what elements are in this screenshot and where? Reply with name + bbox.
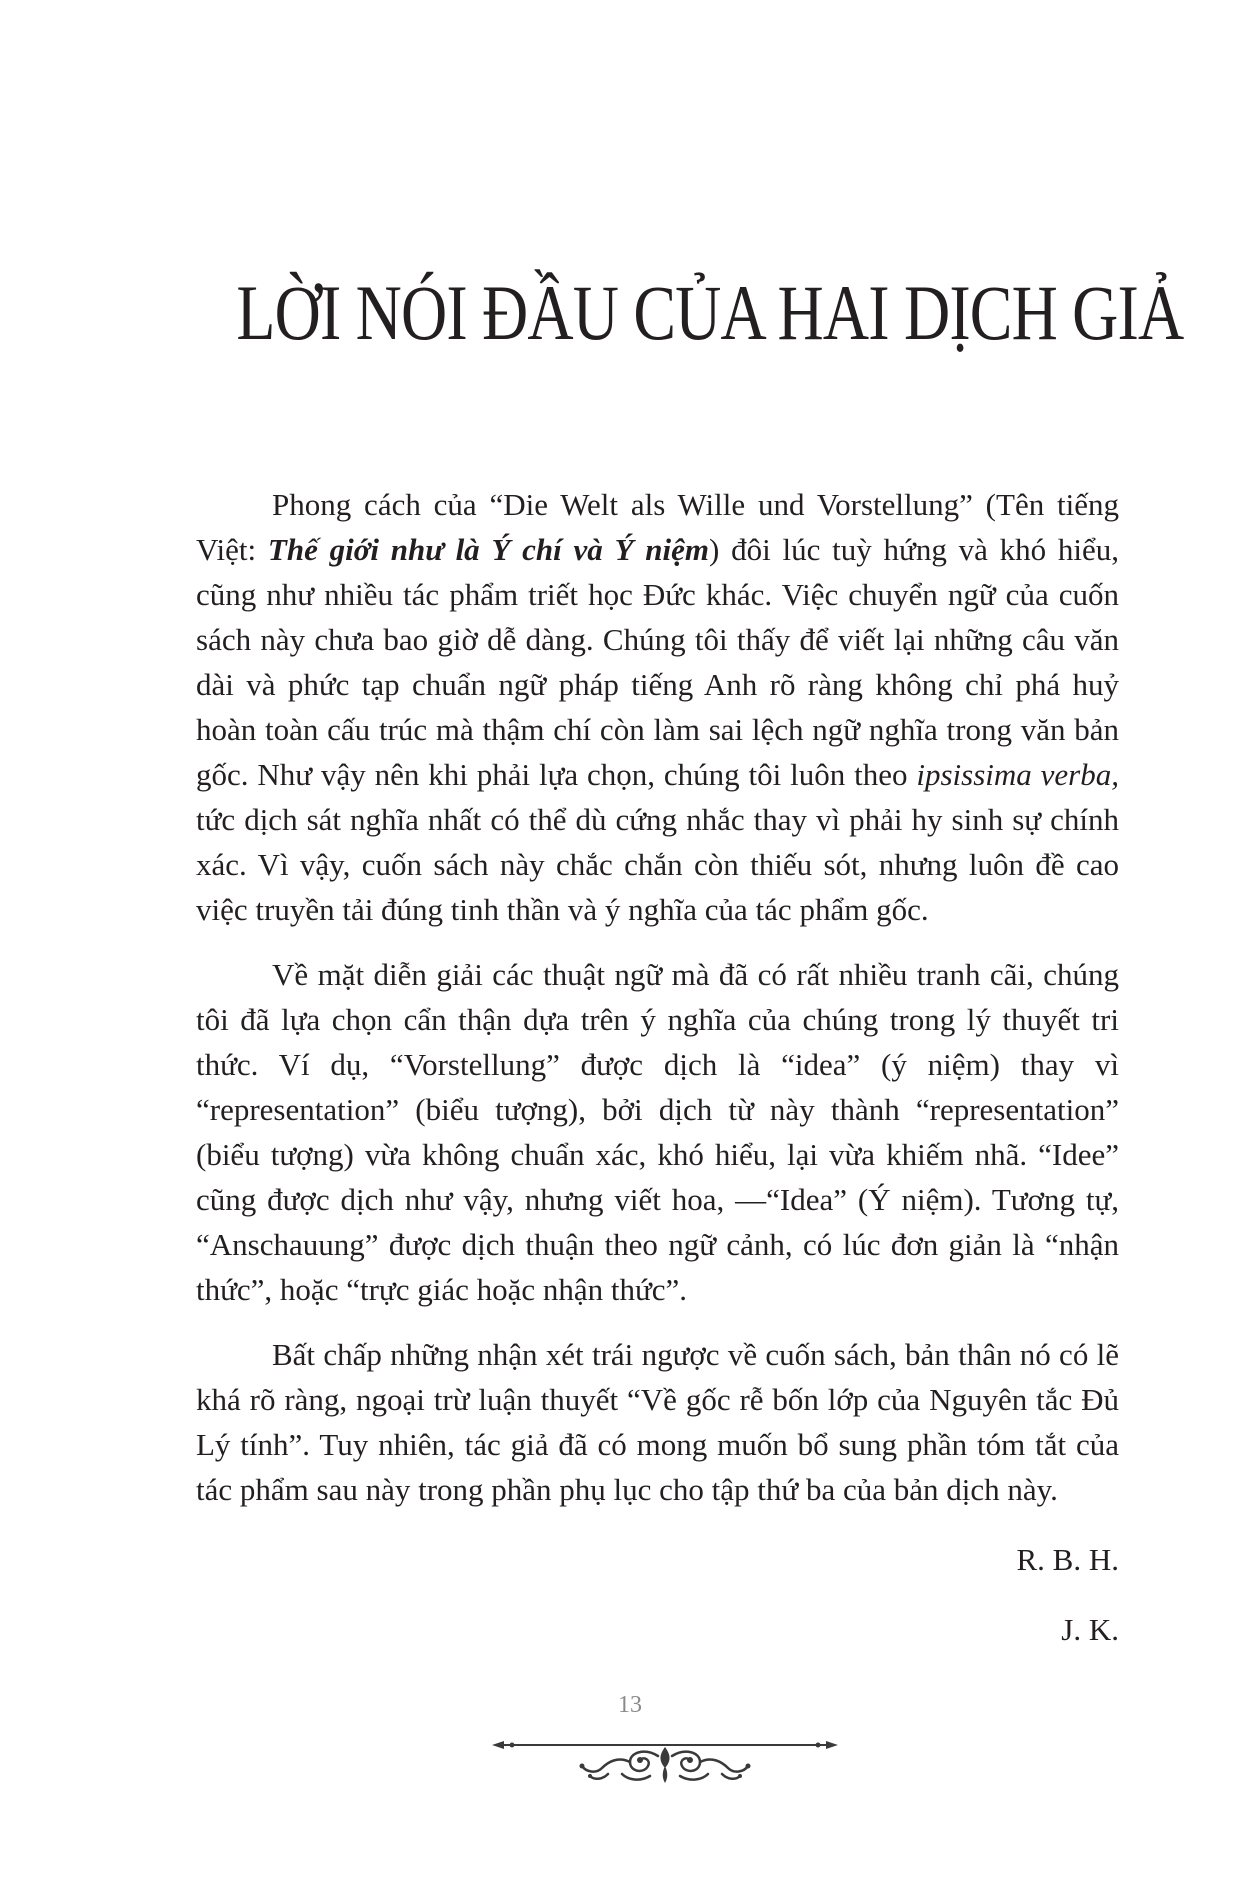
flourish-ornament-icon [490, 1730, 840, 1790]
paragraph-1-part-c: ) đôi lúc tuỳ hứng và khó hiểu, cũng như nhiều tác phẩm triết học Đức khác. Việc chuyển ngữ của cuốn sách này chưa bao giờ dễ dàng. Chúng tôi thấy để viết lại những câu văn dài và phức tạp chuẩn ngữ pháp tiếng Anh rõ ràng không chỉ phá huỷ hoàn toàn cấu trúc mà thậm chí còn làm sai lệch ngữ nghĩa trong văn bản gốc. Như vậy nên khi phải lựa chọn, chúng tôi luôn theo [196, 532, 1120, 792]
page-number: 13 [618, 1692, 642, 1718]
signature-rbh: R. B. H. [1016, 1542, 1119, 1577]
latin-phrase-emphasis: ipsissima verba, [916, 757, 1120, 792]
paragraph-2: Về mặt diễn giải các thuật ngữ mà đã có rất nhiều tranh cãi, chúng tôi đã lựa chọn cẩn thận dựa trên ý nghĩa của chúng trong lý thuyết tri thức. Ví dụ, “Vorstellung” được dịch là “idea” (ý niệm) thay vì “representation” (biểu tượng), bởi dịch từ này thành “representation” (biểu tượng) vừa không chuẩn xác, khó hiểu, lại vừa khiếm nhã. “Idee” cũng được dịch như vậy, nhưng viết hoa, —“Idea” (Ý niệm). Tương tự, “Anschauung” được dịch thuận theo ngữ cảnh, có lúc đơn giản là “nhận thức”, hoặc “trực giác hoặc nhận thức”. [196, 957, 1119, 1307]
page-title: LỜI NÓI ĐẦU CỦA HAI DỊCH GIẢ [236, 269, 1184, 356]
vietnamese-title-emphasis: Thế giới như là Ý chí và Ý niệm [267, 532, 710, 567]
preface-body [196, 482, 1119, 1512]
signature-jk: J. K. [1061, 1612, 1119, 1647]
paragraph-1 [196, 482, 1119, 932]
paragraph-1-part-e: tức dịch sát nghĩa nhất có thể dù cứng nhắc thay vì phải hy sinh sự chính xác. Vì vậy, cuốn sách này chắc chắn còn thiếu sót, nhưng luôn đề cao việc truyền tải đúng tinh thần và ý nghĩa của tác phẩm gốc. [196, 802, 1119, 927]
paragraph-1-part-a: Phong cách của “Die Welt als Wille und Vorstellung” (Tên tiếng Việt: [196, 487, 1119, 567]
paragraph-3: Bất chấp những nhận xét trái ngược về cuốn sách, bản thân nó có lẽ khá rõ ràng, ngoại trừ luận thuyết “Về gốc rễ bốn lớp của Nguyên tắc Đủ Lý tính”. Tuy nhiên, tác giả đã có mong muốn bổ sung phần tóm tắt của tác phẩm sau này trong phần phụ lục cho tập thứ ba của bản dịch này. [196, 1337, 1119, 1507]
